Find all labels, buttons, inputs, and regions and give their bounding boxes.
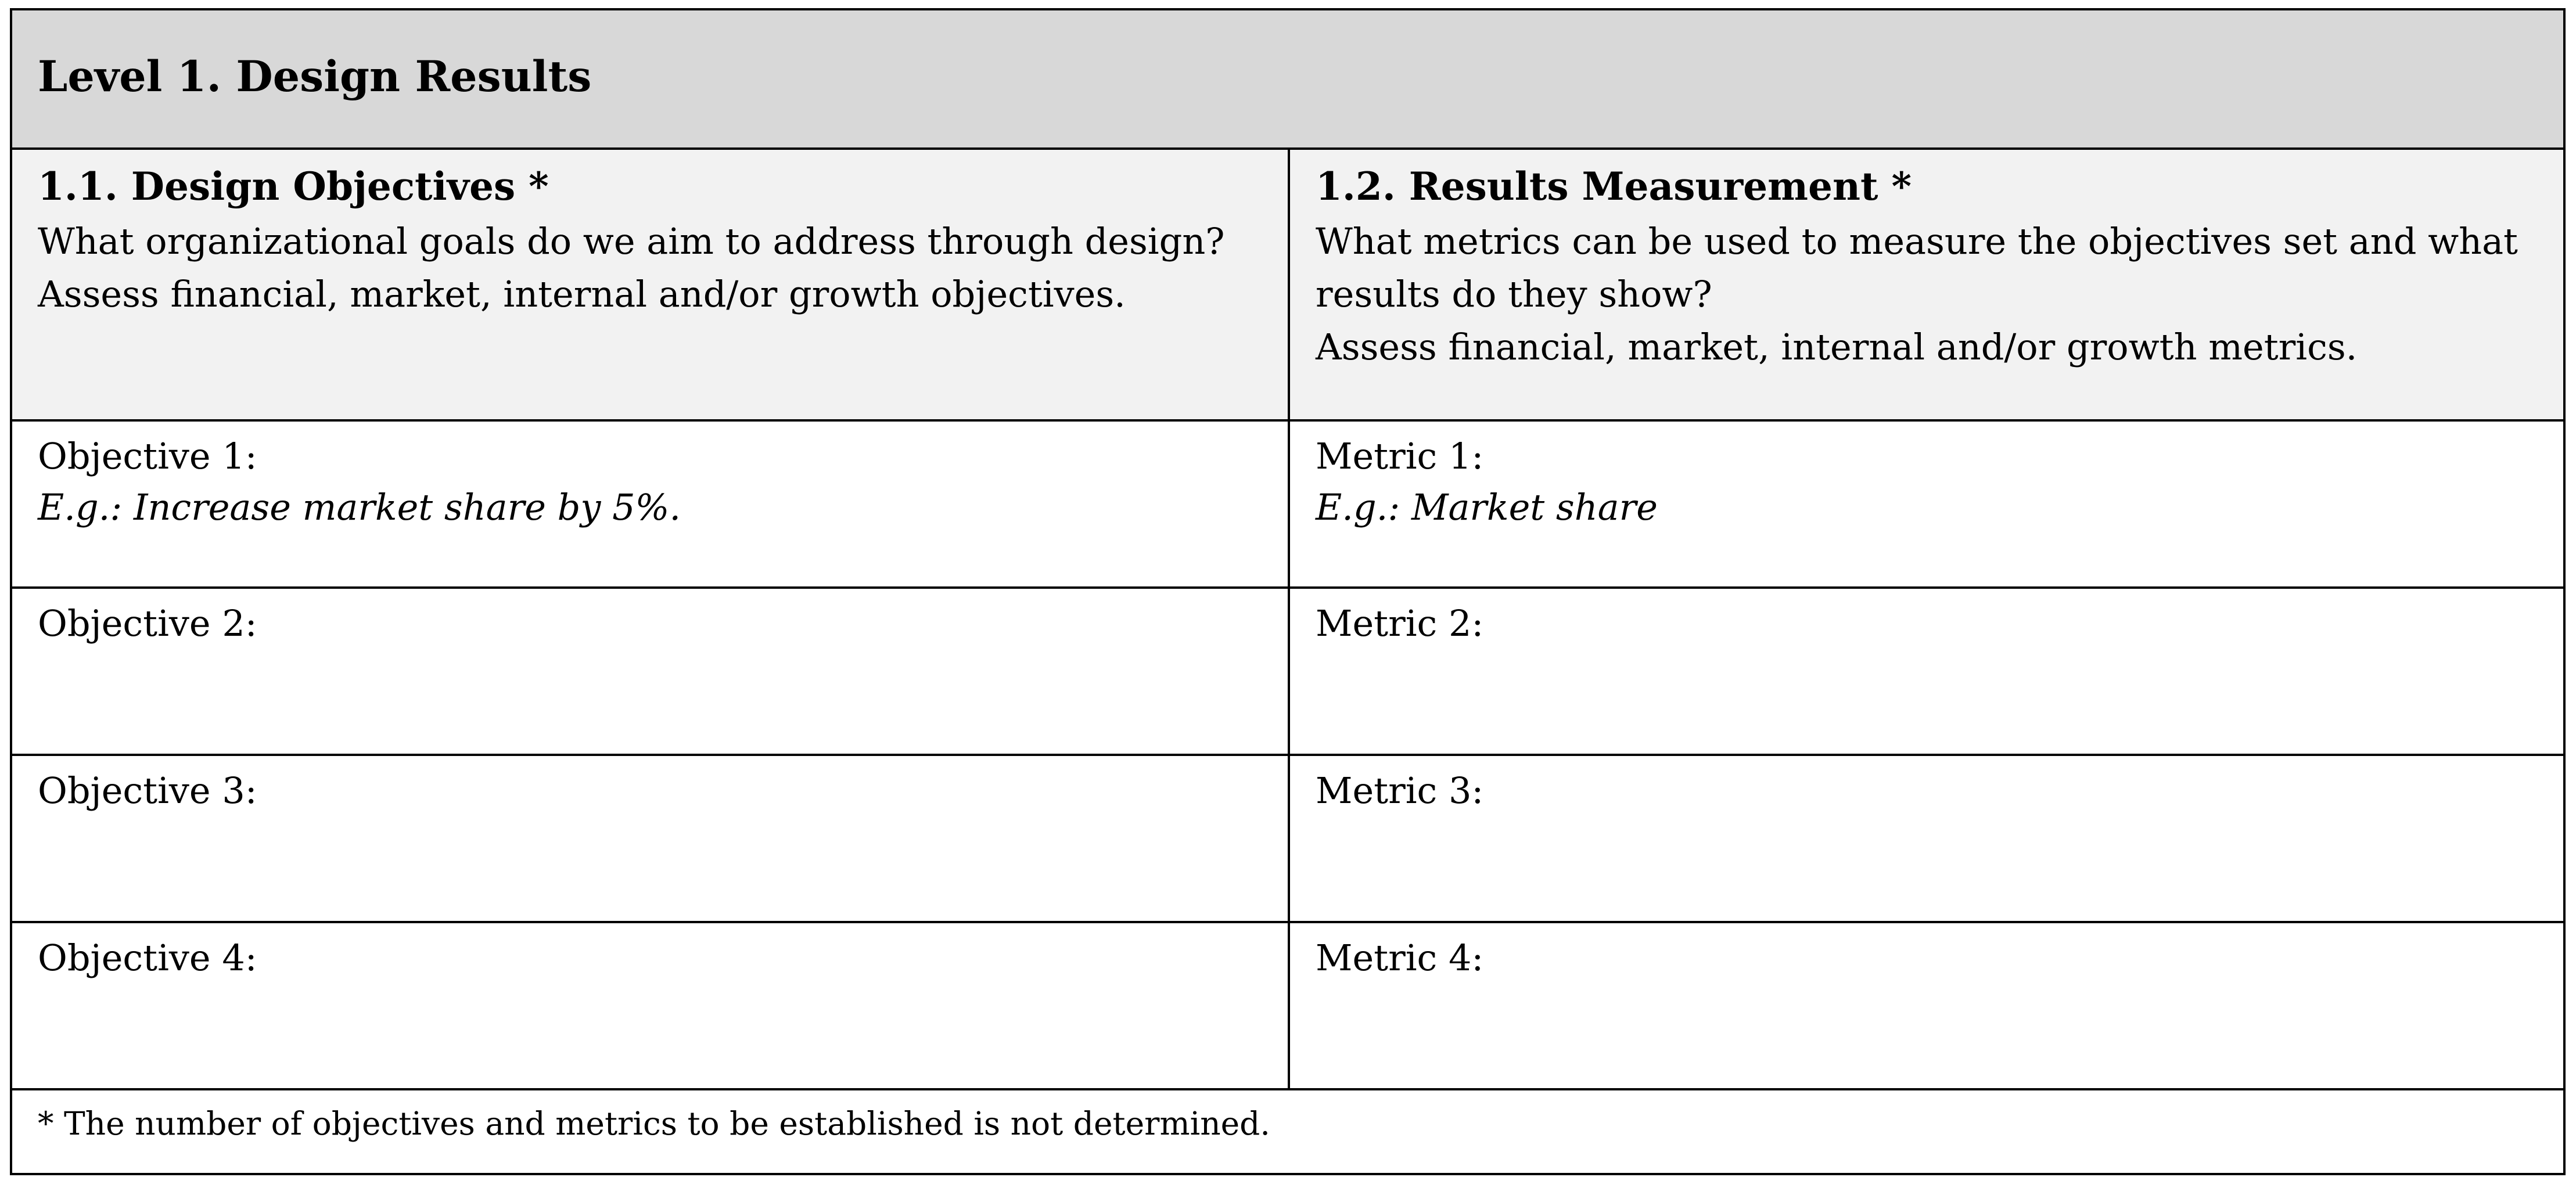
objective-cell[interactable] [12,422,1290,586]
objective-example: E.g.: Increase market share by 5%. [38,486,681,528]
metrics-description-line: results do they show? [1316,273,1712,315]
objectives-heading: 1.1. Design Objectives * [38,164,549,209]
metric-example: E.g.: Market share [1316,486,1658,528]
table-row [12,923,2563,1090]
metrics-description-line: What metrics can be used to measure the objectives set and what [1316,220,2518,262]
metric-label: Metric 1: [1316,435,1484,477]
objective-cell[interactable] [12,756,1290,921]
objectives-description-line: Assess financial, market, internal and/or growth objectives. [38,273,1126,315]
column-header-band [12,150,2563,422]
metric-cell[interactable] [1290,756,2563,921]
metrics-header-cell [1290,150,2563,419]
objectives-description-line: What organizational goals do we aim to address through design? [38,220,1225,262]
objectives-description [38,215,1246,321]
table-row [12,589,2563,756]
objective-cell[interactable] [12,923,1290,1088]
table-title: Level 1. Design Results [38,52,592,102]
footnote: * The number of objectives and metrics to be established is not determined. [38,1105,1270,1142]
metrics-description-line: Assess financial, market, internal and/or growth metrics. [1316,326,2358,368]
objectives-header-cell [12,150,1290,419]
metrics-heading: 1.2. Results Measurement * [1316,164,1912,209]
metric-label: Metric 4: [1316,937,1484,979]
table-row [12,756,2563,923]
objective-label: Objective 2: [38,602,257,645]
objective-label: Objective 3: [38,769,257,812]
table-title-band [12,10,2563,150]
metric-label: Metric 3: [1316,769,1484,812]
metric-cell[interactable] [1290,923,2563,1088]
table-row [12,422,2563,589]
metric-cell[interactable] [1290,589,2563,754]
metric-cell[interactable] [1290,422,2563,586]
metrics-description [1316,215,2524,373]
table-footer [12,1090,2563,1173]
objective-cell[interactable] [12,589,1290,754]
objective-label: Objective 1: [38,435,257,477]
metric-label: Metric 2: [1316,602,1484,645]
design-results-table [10,8,2566,1175]
objective-label: Objective 4: [38,937,257,979]
